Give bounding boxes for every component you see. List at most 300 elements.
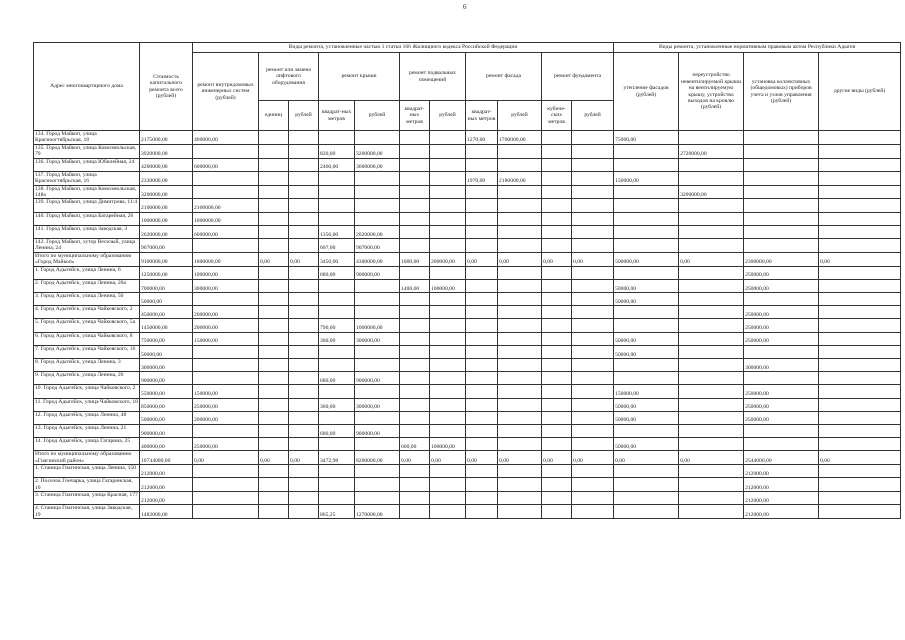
cell-c7 bbox=[430, 345, 466, 358]
cell-c3 bbox=[289, 478, 319, 492]
cell-c7 bbox=[430, 158, 466, 171]
cell-c4 bbox=[319, 411, 355, 424]
cell-c13 bbox=[679, 306, 744, 319]
cell-c3 bbox=[289, 411, 319, 424]
cell-c2 bbox=[259, 424, 289, 437]
cell-c3 bbox=[289, 505, 319, 519]
cell-c6 bbox=[400, 424, 430, 437]
cell-c12 bbox=[614, 225, 679, 238]
cell-c6 bbox=[400, 358, 430, 371]
cell-c11 bbox=[572, 492, 614, 505]
cell-c2 bbox=[259, 225, 289, 238]
cell-address: 12. Город Адыгейск, улица Ленина, 48 bbox=[34, 411, 140, 424]
table-row bbox=[34, 212, 901, 225]
cell-c6 bbox=[400, 158, 430, 171]
cell-c5 bbox=[355, 385, 400, 398]
cell-c1: 2100000,00 bbox=[193, 199, 259, 212]
cell-c11 bbox=[572, 424, 614, 437]
cell-c12 bbox=[614, 424, 679, 437]
table-row bbox=[34, 492, 901, 505]
cell-c8: 0,00 bbox=[466, 451, 498, 465]
table-row bbox=[34, 185, 901, 199]
cell-c8 bbox=[466, 279, 498, 292]
cell-c7 bbox=[430, 239, 466, 253]
cell-c14 bbox=[744, 424, 819, 437]
cell-c1: 100000,00 bbox=[193, 266, 259, 279]
cell-c8 bbox=[466, 225, 498, 238]
cell-c2 bbox=[259, 266, 289, 279]
cell-c12: 500000,00 bbox=[614, 252, 679, 266]
cell-c6 bbox=[400, 385, 430, 398]
cell-c2: 0,00 bbox=[259, 252, 289, 266]
table-row bbox=[34, 199, 901, 212]
cell-c5: 3600000,00 bbox=[355, 158, 400, 171]
cell-address: 5. Город Адыгейск, улица Чайковского, 5а bbox=[34, 319, 140, 332]
cell-c14 bbox=[744, 171, 819, 185]
cell-c14: 2544000,00 bbox=[744, 451, 819, 465]
cell-address: 9. Город Адыгейск, улица Ленина, 26 bbox=[34, 372, 140, 385]
cell-c6 bbox=[400, 185, 430, 199]
cell-c12 bbox=[614, 306, 679, 319]
cell-c11 bbox=[572, 131, 614, 145]
cell-c8 bbox=[466, 332, 498, 345]
cell-c7 bbox=[430, 293, 466, 306]
cell-c8: 0,00 bbox=[466, 252, 498, 266]
cell-c3 bbox=[289, 345, 319, 358]
subheader-units: единиц bbox=[259, 101, 289, 131]
cell-c9 bbox=[498, 279, 542, 292]
cell-c4: 820,00 bbox=[319, 144, 355, 158]
cell-c14: 250000,00 bbox=[744, 332, 819, 345]
cell-c15 bbox=[819, 438, 901, 451]
cell-c9 bbox=[498, 185, 542, 199]
cell-c9 bbox=[498, 358, 542, 371]
header-roof-conversion: переустройство невентилируемой крыши на вентилируемую крышу, устройство выходов на кровлю (рублей) bbox=[679, 53, 744, 131]
cell-c3 bbox=[289, 492, 319, 505]
cell-c1: 600000,00 bbox=[193, 158, 259, 171]
cell-c7 bbox=[430, 478, 466, 492]
cell-c2 bbox=[259, 345, 289, 358]
cell-c8 bbox=[466, 266, 498, 279]
cell-c14 bbox=[744, 225, 819, 238]
cell-c10 bbox=[542, 385, 572, 398]
cell-c14: 2300000,00 bbox=[744, 252, 819, 266]
cell-c15: 0,00 bbox=[819, 252, 901, 266]
cell-c12 bbox=[614, 358, 679, 371]
cell-c8 bbox=[466, 239, 498, 253]
cell-c6 bbox=[400, 492, 430, 505]
cell-c4 bbox=[319, 385, 355, 398]
cell-c10 bbox=[542, 424, 572, 437]
cell-c8 bbox=[466, 465, 498, 478]
header-facade: ремонт фасада bbox=[466, 53, 542, 101]
cell-c10 bbox=[542, 478, 572, 492]
subheader-rub: рублей bbox=[572, 101, 614, 131]
cell-c9: 0,00 bbox=[498, 252, 542, 266]
cell-c10 bbox=[542, 358, 572, 371]
cell-total: 400000,00 bbox=[140, 438, 193, 451]
cell-total: 50000,00 bbox=[140, 345, 193, 358]
cell-c9 bbox=[498, 199, 542, 212]
cell-c6 bbox=[400, 411, 430, 424]
subheader-cubic: кубиче-ских метров bbox=[542, 101, 572, 131]
cell-c14 bbox=[744, 372, 819, 385]
cell-c11 bbox=[572, 279, 614, 292]
cell-c7 bbox=[430, 319, 466, 332]
cell-c3 bbox=[289, 372, 319, 385]
cell-c3 bbox=[289, 424, 319, 437]
cell-address: 138. Город Майкоп, улица Комсомольская, 148а bbox=[34, 185, 140, 199]
cell-c2 bbox=[259, 385, 289, 398]
cell-c5 bbox=[355, 171, 400, 185]
cell-c8 bbox=[466, 185, 498, 199]
cell-total: 1450000,00 bbox=[140, 319, 193, 332]
cell-c9 bbox=[498, 398, 542, 411]
header-foundation: ремонт фундамента bbox=[542, 53, 614, 101]
cell-c11 bbox=[572, 185, 614, 199]
table-row bbox=[34, 279, 901, 292]
cell-c3 bbox=[289, 131, 319, 145]
cell-c11 bbox=[572, 306, 614, 319]
cell-total: 2175000,00 bbox=[140, 131, 193, 145]
cell-c15 bbox=[819, 239, 901, 253]
cell-c1 bbox=[193, 239, 259, 253]
cell-total: 9100000,00 bbox=[140, 252, 193, 266]
cell-c3 bbox=[289, 332, 319, 345]
table-row bbox=[34, 144, 901, 158]
cell-c2 bbox=[259, 171, 289, 185]
table-row bbox=[34, 451, 901, 465]
cell-c12 bbox=[614, 144, 679, 158]
cell-c1: 300000,00 bbox=[193, 279, 259, 292]
cell-address: 6. Город Адыгейск, улица Чайковского, 8 bbox=[34, 332, 140, 345]
cell-c8: 1970,00 bbox=[466, 171, 498, 185]
cell-c11 bbox=[572, 438, 614, 451]
cell-c12 bbox=[614, 319, 679, 332]
cell-c6: 600,00 bbox=[400, 438, 430, 451]
header-elevator: ремонт или замена лифтового оборудования bbox=[259, 53, 319, 101]
cell-c8 bbox=[466, 158, 498, 171]
cell-address: 3. Город Адыгейск, улица Ленина, 50 bbox=[34, 293, 140, 306]
cell-c11: 0,00 bbox=[572, 252, 614, 266]
cell-c3 bbox=[289, 199, 319, 212]
table-row bbox=[34, 411, 901, 424]
cell-c11 bbox=[572, 411, 614, 424]
header-group-federal: Виды ремонта, установленные частью 1 статьи 166 Жилищного кодекса Российской Федерации bbox=[193, 43, 614, 53]
cell-address: 10. Город Адыгейск, улица Чайковского, 2 bbox=[34, 385, 140, 398]
cell-c5 bbox=[355, 131, 400, 145]
cell-c9 bbox=[498, 144, 542, 158]
cell-c6 bbox=[400, 239, 430, 253]
cell-c7 bbox=[430, 212, 466, 225]
cell-c11 bbox=[572, 478, 614, 492]
cell-c5 bbox=[355, 358, 400, 371]
cell-c8 bbox=[466, 144, 498, 158]
cell-c8 bbox=[466, 424, 498, 437]
cell-c8 bbox=[466, 319, 498, 332]
cell-total: 1482000,00 bbox=[140, 505, 193, 519]
cell-total: 1250000,00 bbox=[140, 266, 193, 279]
cell-c13 bbox=[679, 158, 744, 171]
cell-c5 bbox=[355, 185, 400, 199]
cell-c7: 100000,00 bbox=[430, 438, 466, 451]
cell-total: 4200000,00 bbox=[140, 158, 193, 171]
cell-c9: 2180000,00 bbox=[498, 171, 542, 185]
cell-c4: 680,00 bbox=[319, 266, 355, 279]
cell-c4: 3450,00 bbox=[319, 252, 355, 266]
cell-c1: 200000,00 bbox=[193, 306, 259, 319]
cell-c6 bbox=[400, 306, 430, 319]
cell-c5 bbox=[355, 492, 400, 505]
cell-total: 850000,00 bbox=[140, 398, 193, 411]
cell-total: 900000,00 bbox=[140, 424, 193, 437]
cell-c9 bbox=[498, 492, 542, 505]
cell-c15 bbox=[819, 398, 901, 411]
cell-c1: 0,00 bbox=[193, 451, 259, 465]
cell-c11 bbox=[572, 345, 614, 358]
cell-c15 bbox=[819, 266, 901, 279]
header-cost-total: Стоимость капитального ремонта всего (рублей) bbox=[140, 43, 193, 131]
cell-c12 bbox=[614, 478, 679, 492]
cell-address: 140. Город Майкоп, улица Батарейная, 26 bbox=[34, 212, 140, 225]
cell-c5 bbox=[355, 465, 400, 478]
cell-c6 bbox=[400, 131, 430, 145]
cell-c13 bbox=[679, 225, 744, 238]
cell-c15 bbox=[819, 424, 901, 437]
cell-c10 bbox=[542, 158, 572, 171]
cell-c15 bbox=[819, 358, 901, 371]
cell-c9 bbox=[498, 505, 542, 519]
cell-c2 bbox=[259, 492, 289, 505]
cell-address: 11. Город Адыгейск, улица Чайковского, 18 bbox=[34, 398, 140, 411]
cell-c7 bbox=[430, 411, 466, 424]
cell-c5: 3200000,00 bbox=[355, 144, 400, 158]
cell-c4: 3472,98 bbox=[319, 451, 355, 465]
cell-c9 bbox=[498, 424, 542, 437]
cell-c13 bbox=[679, 398, 744, 411]
cell-c3 bbox=[289, 239, 319, 253]
page-number: 6 bbox=[463, 3, 467, 11]
cell-c1 bbox=[193, 424, 259, 437]
cell-c10: 0,00 bbox=[542, 451, 572, 465]
cell-c14: 250000,00 bbox=[744, 319, 819, 332]
cell-c12 bbox=[614, 212, 679, 225]
cell-address: 3. Станица Гиагинская, улица Красная, 177 bbox=[34, 492, 140, 505]
cell-c3 bbox=[289, 358, 319, 371]
cell-c11 bbox=[572, 358, 614, 371]
cell-c4 bbox=[319, 185, 355, 199]
cell-c1 bbox=[193, 345, 259, 358]
cell-c7 bbox=[430, 505, 466, 519]
cell-c12 bbox=[614, 266, 679, 279]
cell-address: 7. Город Адыгейск, улица Чайковского, 16 bbox=[34, 345, 140, 358]
cell-address: 2. Поселок Гончарка, улица Гагаринская, 10 bbox=[34, 478, 140, 492]
cell-c12 bbox=[614, 505, 679, 519]
cell-c11 bbox=[572, 212, 614, 225]
cell-c10 bbox=[542, 212, 572, 225]
cell-c5 bbox=[355, 293, 400, 306]
cell-c5 bbox=[355, 306, 400, 319]
cell-address: 136. Город Майкоп, улица Юбилейная, 24 bbox=[34, 158, 140, 171]
cell-c7 bbox=[430, 372, 466, 385]
cell-c1 bbox=[193, 358, 259, 371]
cell-c5: 8200000,00 bbox=[355, 451, 400, 465]
cell-c9 bbox=[498, 332, 542, 345]
cell-c15 bbox=[819, 505, 901, 519]
cell-c12 bbox=[614, 199, 679, 212]
cell-c3 bbox=[289, 293, 319, 306]
cell-c8 bbox=[466, 212, 498, 225]
cell-c15 bbox=[819, 185, 901, 199]
cell-c8 bbox=[466, 293, 498, 306]
cell-c15 bbox=[819, 225, 901, 238]
cell-c6 bbox=[400, 319, 430, 332]
cell-c10 bbox=[542, 171, 572, 185]
cell-c9: 1700000,00 bbox=[498, 131, 542, 145]
cell-c8: 1270,00 bbox=[466, 131, 498, 145]
cell-c13 bbox=[679, 266, 744, 279]
cell-c1: 200000,00 bbox=[193, 319, 259, 332]
cell-c10 bbox=[542, 131, 572, 145]
table-row bbox=[34, 372, 901, 385]
cell-c10 bbox=[542, 319, 572, 332]
cell-c13 bbox=[679, 199, 744, 212]
cell-c11 bbox=[572, 199, 614, 212]
cell-c1: 200000,00 bbox=[193, 411, 259, 424]
cell-c10 bbox=[542, 199, 572, 212]
cell-c4 bbox=[319, 345, 355, 358]
cell-c3 bbox=[289, 438, 319, 451]
cell-c4 bbox=[319, 306, 355, 319]
cell-c7 bbox=[430, 332, 466, 345]
header-other: другие виды (рублей) bbox=[819, 53, 901, 131]
cell-c1: 250000,00 bbox=[193, 398, 259, 411]
cell-c11 bbox=[572, 239, 614, 253]
cell-c4 bbox=[319, 279, 355, 292]
cell-c14: 250000,00 bbox=[744, 306, 819, 319]
cell-c12: 150000,00 bbox=[614, 385, 679, 398]
cell-c7 bbox=[430, 185, 466, 199]
cell-c13: 2720000,00 bbox=[679, 144, 744, 158]
cell-c14: 250000,00 bbox=[744, 398, 819, 411]
table-row bbox=[34, 252, 901, 266]
cell-c10 bbox=[542, 266, 572, 279]
cell-c14 bbox=[744, 158, 819, 171]
cell-c7 bbox=[430, 385, 466, 398]
cell-c15 bbox=[819, 319, 901, 332]
cell-c5: 300000,00 bbox=[355, 332, 400, 345]
subheader-rub: рублей bbox=[355, 101, 400, 131]
cell-c9 bbox=[498, 411, 542, 424]
cell-c10 bbox=[542, 438, 572, 451]
cell-address: 142. Город Майкоп, хутор Веселый, улица Ленина, 24 bbox=[34, 239, 140, 253]
cell-c15 bbox=[819, 158, 901, 171]
cell-c2 bbox=[259, 398, 289, 411]
cell-c14: 250000,00 bbox=[744, 385, 819, 398]
cell-c7 bbox=[430, 492, 466, 505]
cell-c7 bbox=[430, 266, 466, 279]
cell-c11 bbox=[572, 465, 614, 478]
cell-c4: 790,00 bbox=[319, 319, 355, 332]
cell-c10 bbox=[542, 185, 572, 199]
cell-c14: 212000,00 bbox=[744, 505, 819, 519]
cell-c8 bbox=[466, 505, 498, 519]
cell-c1: 400000,00 bbox=[193, 131, 259, 145]
cell-total: 2620000,00 bbox=[140, 225, 193, 238]
cell-address: 139. Город Майкоп, улица Димитрова, 11/4 bbox=[34, 199, 140, 212]
cell-c5 bbox=[355, 478, 400, 492]
cell-c13 bbox=[679, 385, 744, 398]
cell-c10 bbox=[542, 345, 572, 358]
cell-c11 bbox=[572, 332, 614, 345]
cell-c7 bbox=[430, 199, 466, 212]
cell-c9 bbox=[498, 385, 542, 398]
cell-c2 bbox=[259, 158, 289, 171]
cell-c13 bbox=[679, 345, 744, 358]
cell-c3 bbox=[289, 212, 319, 225]
cell-c12: 150000,00 bbox=[614, 171, 679, 185]
cell-c15: 0,00 bbox=[819, 451, 901, 465]
cell-total: 1000000,00 bbox=[140, 212, 193, 225]
cell-c15 bbox=[819, 372, 901, 385]
cell-c9 bbox=[498, 239, 542, 253]
cell-c11 bbox=[572, 319, 614, 332]
cell-c14 bbox=[744, 239, 819, 253]
cell-total: 212000,00 bbox=[140, 465, 193, 478]
cell-c10 bbox=[542, 398, 572, 411]
cell-c8 bbox=[466, 411, 498, 424]
cell-c6 bbox=[400, 505, 430, 519]
cell-c4: 1356,00 bbox=[319, 225, 355, 238]
cell-total: 907000,00 bbox=[140, 239, 193, 253]
cell-c1 bbox=[193, 505, 259, 519]
cell-c5 bbox=[355, 345, 400, 358]
cell-c5: 900000,00 bbox=[355, 424, 400, 437]
cell-c9 bbox=[498, 438, 542, 451]
table-row bbox=[34, 171, 901, 185]
cell-c2 bbox=[259, 306, 289, 319]
cell-c6 bbox=[400, 212, 430, 225]
cell-c7 bbox=[430, 131, 466, 145]
cell-address: 14. Город Адыгейск, улица Гагарина, 25 bbox=[34, 438, 140, 451]
repair-program-table bbox=[33, 42, 901, 519]
cell-c14: 250000,00 bbox=[744, 411, 819, 424]
cell-c3 bbox=[289, 465, 319, 478]
cell-total: 450000,00 bbox=[140, 306, 193, 319]
cell-c14: 212000,00 bbox=[744, 465, 819, 478]
cell-c7 bbox=[430, 398, 466, 411]
cell-c10 bbox=[542, 332, 572, 345]
cell-c3: 0,00 bbox=[289, 252, 319, 266]
cell-c13 bbox=[679, 239, 744, 253]
cell-c7 bbox=[430, 465, 466, 478]
cell-c13 bbox=[679, 372, 744, 385]
cell-c14: 300000,00 bbox=[744, 358, 819, 371]
cell-c15 bbox=[819, 131, 901, 145]
cell-c15 bbox=[819, 332, 901, 345]
cell-total: 2100000,00 bbox=[140, 199, 193, 212]
cell-c11 bbox=[572, 266, 614, 279]
table-row bbox=[34, 424, 901, 437]
cell-c6 bbox=[400, 171, 430, 185]
cell-c10 bbox=[542, 225, 572, 238]
cell-c13 bbox=[679, 279, 744, 292]
cell-c4: 2460,00 bbox=[319, 158, 355, 171]
cell-c11 bbox=[572, 385, 614, 398]
cell-c2 bbox=[259, 185, 289, 199]
cell-c9 bbox=[498, 225, 542, 238]
cell-c3 bbox=[289, 279, 319, 292]
